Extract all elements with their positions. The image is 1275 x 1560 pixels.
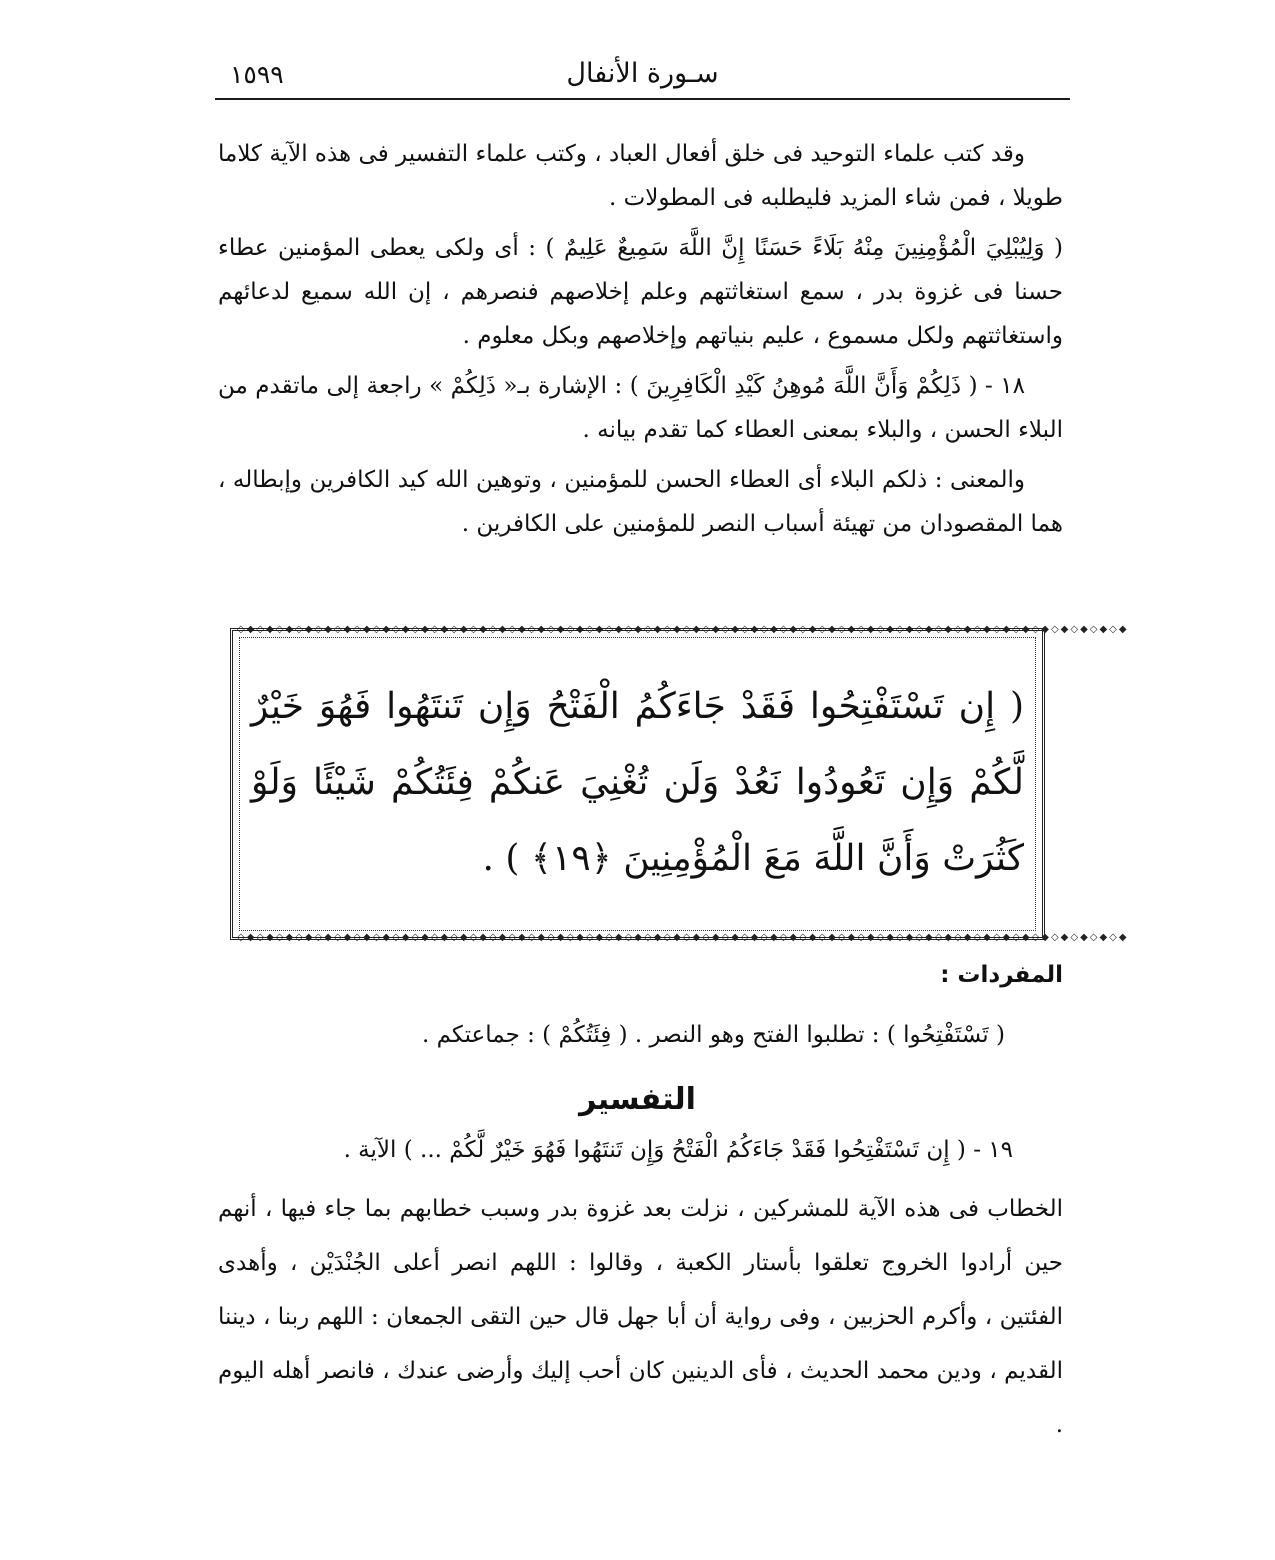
page-header [215, 52, 1070, 98]
paragraph-1: وقد كتب علماء التوحيد فى خلق أفعال العباد ، وكتب علماء التفسير فى هذه الآية كلاما طويلا ، فمن شاء المزيد فليطلبه فى المطولات . [218, 141, 1063, 211]
page-title: سـورة الأنفال [566, 58, 719, 89]
vocabulary-heading: المفردات : [940, 962, 1063, 988]
ornamental-border-top: ◇◆◇◆◇◆◇◆◇◆◇◆◇◆◇◆◇◆◇◆◇◆◇◆◇◆◇◆◇◆◇◆◇◆◇◆◇◆◇◆◇◆◇◆◇◆◇◆◇◆◇◆◇◆◇◆◇◆◇◆◇◆◇◆◇◆◇◆◇◆◇◆◇◆◇◆◇◆◇◆◇◆◇◆◇◆◇◆◇◆◇◆ [237, 624, 1129, 635]
vocabulary-line: ( تَسْتَفْتِحُوا ) : تطلبوا الفتح وهو النصر . ( فِئَتُكُمْ ) : جماعتكم . [421, 1022, 1005, 1048]
tafsir-body: الخطاب فى هذه الآية للمشركين ، نزلت بعد غزوة بدر وسبب خطابهم بما جاء فيها ، أنهم حين أرادوا الخروج تعلقوا بأستار الكعبة ، وقالوا : اللهم انصر أعلى الجُنْدَيْن ، وأهدى الفئتين ، وأكرم الحزبين ، وفى رواية أن أبا جهل قال حين التقى الجمعان : اللهم ربنا ، ديننا القديم ، ودين محمد الحديث ، فأى الدينين كان أحب إليك وأرضى عندك ، فانصر أهله اليوم . [218, 1196, 1063, 1438]
paragraph-2: ( وَلِيُبْلِيَ الْمُؤْمِنِينَ مِنْهُ بَلَاءً حَسَنًا إِنَّ اللَّهَ سَمِيعٌ عَلِيمٌ ) : أى ولكى يعطى المؤمنين عطاء حسنا فى غزوة بدر ، سمع استغاثتهم وعلم إخلاصهم فنصرهم ، إن الله سميع لدعائهم واستغاثتهم ولكل مسموع ، عليم بنياتهم وإخلاصهم وبكل معلوم . [218, 235, 1063, 349]
page-number: ١٥٩٩ [230, 60, 284, 89]
ornamental-border-bottom: ◇◆◇◆◇◆◇◆◇◆◇◆◇◆◇◆◇◆◇◆◇◆◇◆◇◆◇◆◇◆◇◆◇◆◇◆◇◆◇◆◇◆◇◆◇◆◇◆◇◆◇◆◇◆◇◆◇◆◇◆◇◆◇◆◇◆◇◆◇◆◇◆◇◆◇◆◇◆◇◆◇◆◇◆◇◆◇◆◇◆◇◆ [237, 932, 1129, 943]
paragraph-3: ١٨ - ( ذَلِكُمْ وَأَنَّ اللَّهَ مُوهِنُ كَيْدِ الْكَافِرِينَ ) : الإشارة بـ« ذَلِكُمْ » راجعة إلى ماتقدم من البلاء الحسن ، والبلاء بمعنى العطاء كما تقدم بيانه . [218, 373, 1063, 443]
tafsir-verse-line: ١٩ - ( إِن تَسْتَفْتِحُوا فَقَدْ جَاءَكُمُ الْفَتْحُ وَإِن تَنتَهُوا فَهُوَ خَيْرٌ لَّكُمْ ... ) الآية . [343, 1137, 1013, 1163]
quran-verse-frame [230, 624, 1129, 943]
tafsir-heading: التفسير [579, 1082, 696, 1117]
intro-text-block [218, 132, 1063, 552]
paragraph-4: والمعنى : ذلكم البلاء أى العطاء الحسن للمؤمنين ، وتوهين الله كيد الكافرين وإبطاله ، هما المقصودان من تهيئة أسباب النصر للمؤمنين على الكافرين . [218, 467, 1063, 537]
quran-verse-text: ( إِن تَسْتَفْتِحُوا فَقَدْ جَاءَكُمُ الْفَتْحُ وَإِن تَنتَهُوا فَهُوَ خَيْرٌ لَّكُمْ وَإِن تَعُودُوا نَعُدْ وَلَن تُغْنِيَ عَنكُمْ فِئَتُكُمْ شَيْئًا وَلَوْ كَثُرَتْ وَأَنَّ اللَّهَ مَعَ الْمُؤْمِنِينَ ﴿١٩﴾ ) . [251, 686, 1024, 879]
header-divider [215, 98, 1070, 100]
